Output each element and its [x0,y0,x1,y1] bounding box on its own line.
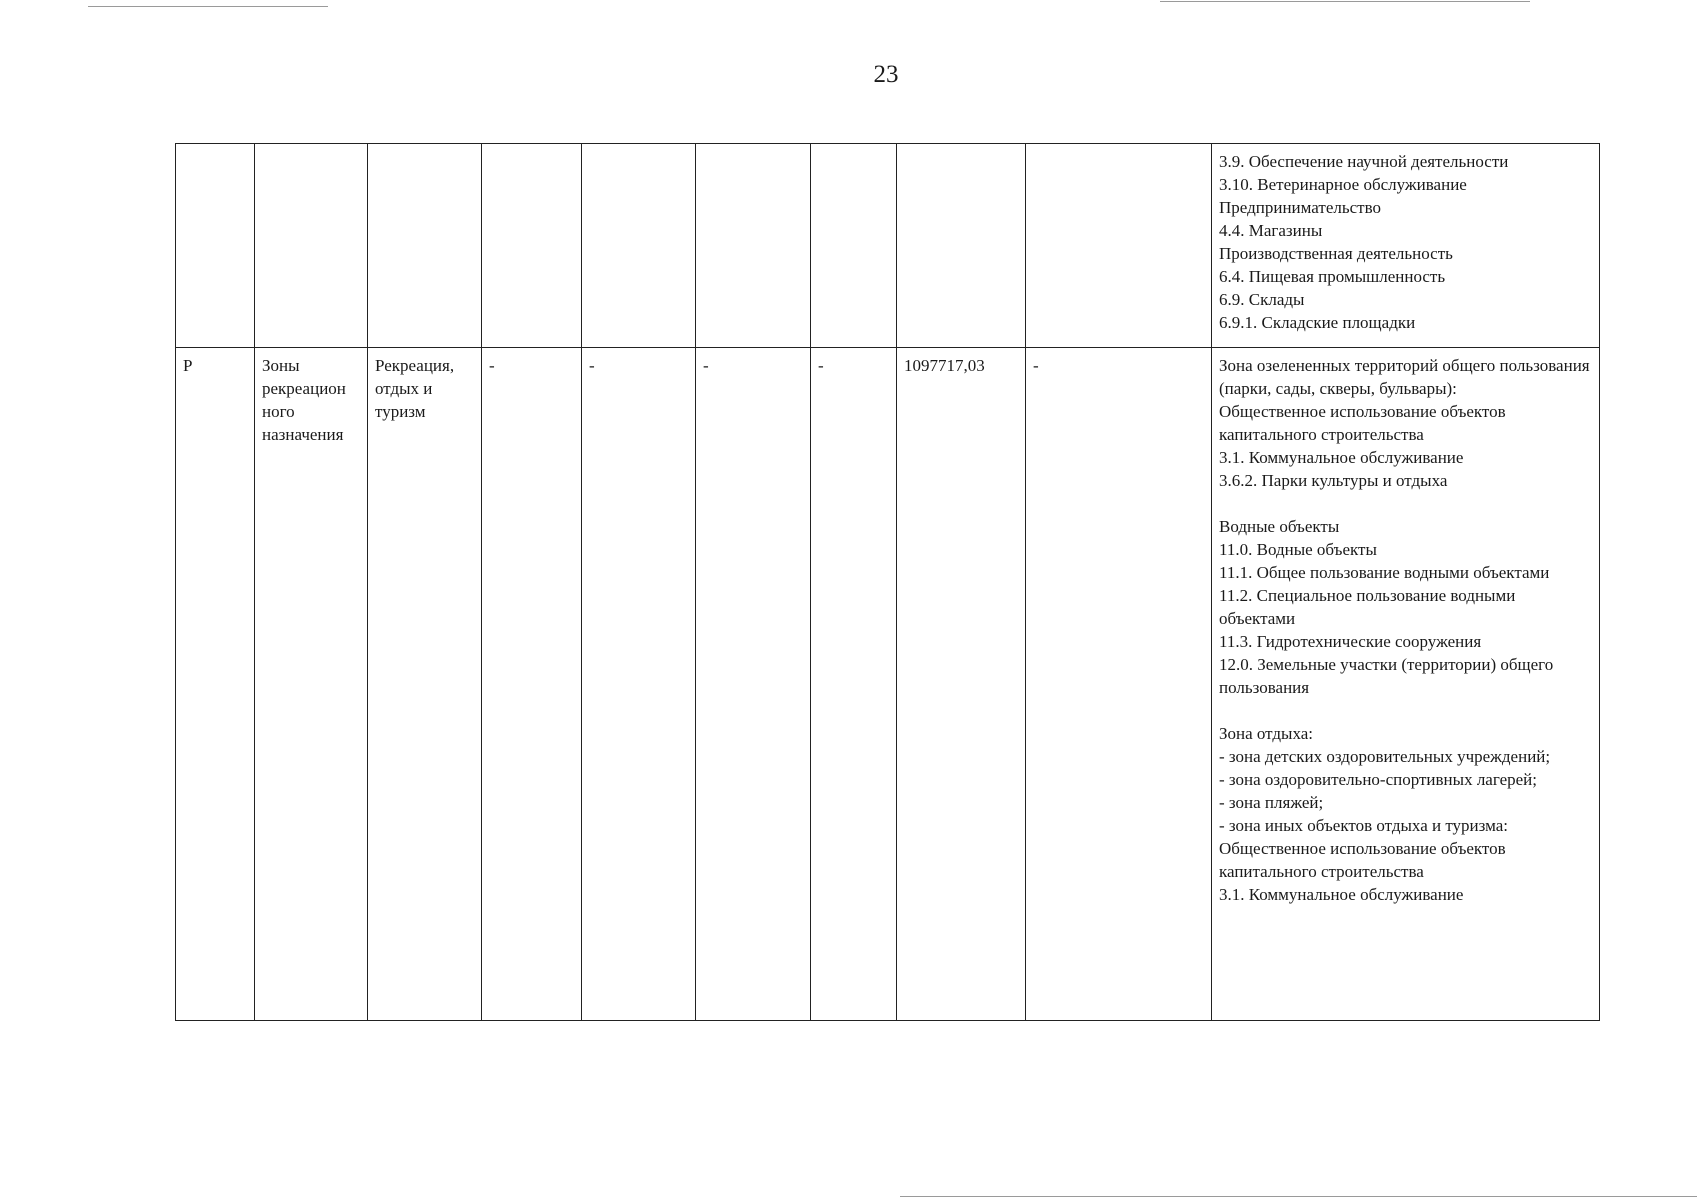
zone-code-cell: Р [176,348,255,1021]
table-row [176,144,1600,348]
zone-name-cell: Зоны рекреацион ного назначения [255,348,368,1021]
table-cell [255,144,368,348]
scan-artifact-top-right [1160,1,1530,2]
table-cell [582,144,696,348]
permitted-uses-cell: Зона озелененных территорий общего пользования (парки, сады, скверы, бульвары): Общественное использование объектов капитального строительства 3.1. Коммунальное обслуживание 3.6.2. Парки культуры и отдыха Водные объекты 11.0. Водные объекты 11.1. Общее пользование водными объектами 11.2. Специальное пользование водными объектами 11.3. Гидротехнические сооружения 12.0. Земельные участки (территории) общего пользования Зона отдыха: - зона детских оздоровительных учреждений; - зона оздоровительно-спортивных лагерей; - зона пляжей; - зона иных объектов отдыха и туризма: Общественное использование объектов капитального строительства 3.1. Коммунальное обслуживание [1212,348,1600,1021]
zone-purpose-cell: Рекреация, отдых и туризм [368,348,482,1021]
area-value-cell: 1097717,03 [897,348,1026,1021]
table-cell [368,144,482,348]
table-cell [1026,144,1212,348]
permitted-uses-cell: 3.9. Обеспечение научной деятельности 3.10. Ветеринарное обслуживание Предпринимательство 4.4. Магазины Производственная деятельность 6.4. Пищевая промышленность 6.9. Склады 6.9.1. Складские площадки [1212,144,1600,348]
table-row [176,348,1600,1021]
table-cell: - [1026,348,1212,1021]
table-cell: - [696,348,811,1021]
scan-artifact-bottom [900,1196,1697,1197]
table-cell: - [811,348,897,1021]
table-cell [176,144,255,348]
page-number: 23 [873,61,899,88]
table-cell: - [582,348,696,1021]
table-cell [897,144,1026,348]
table-cell: - [482,348,582,1021]
table-cell [696,144,811,348]
zoning-table [175,143,1600,1021]
scan-artifact-top-left [88,6,328,7]
table-cell [482,144,582,348]
table-cell [811,144,897,348]
